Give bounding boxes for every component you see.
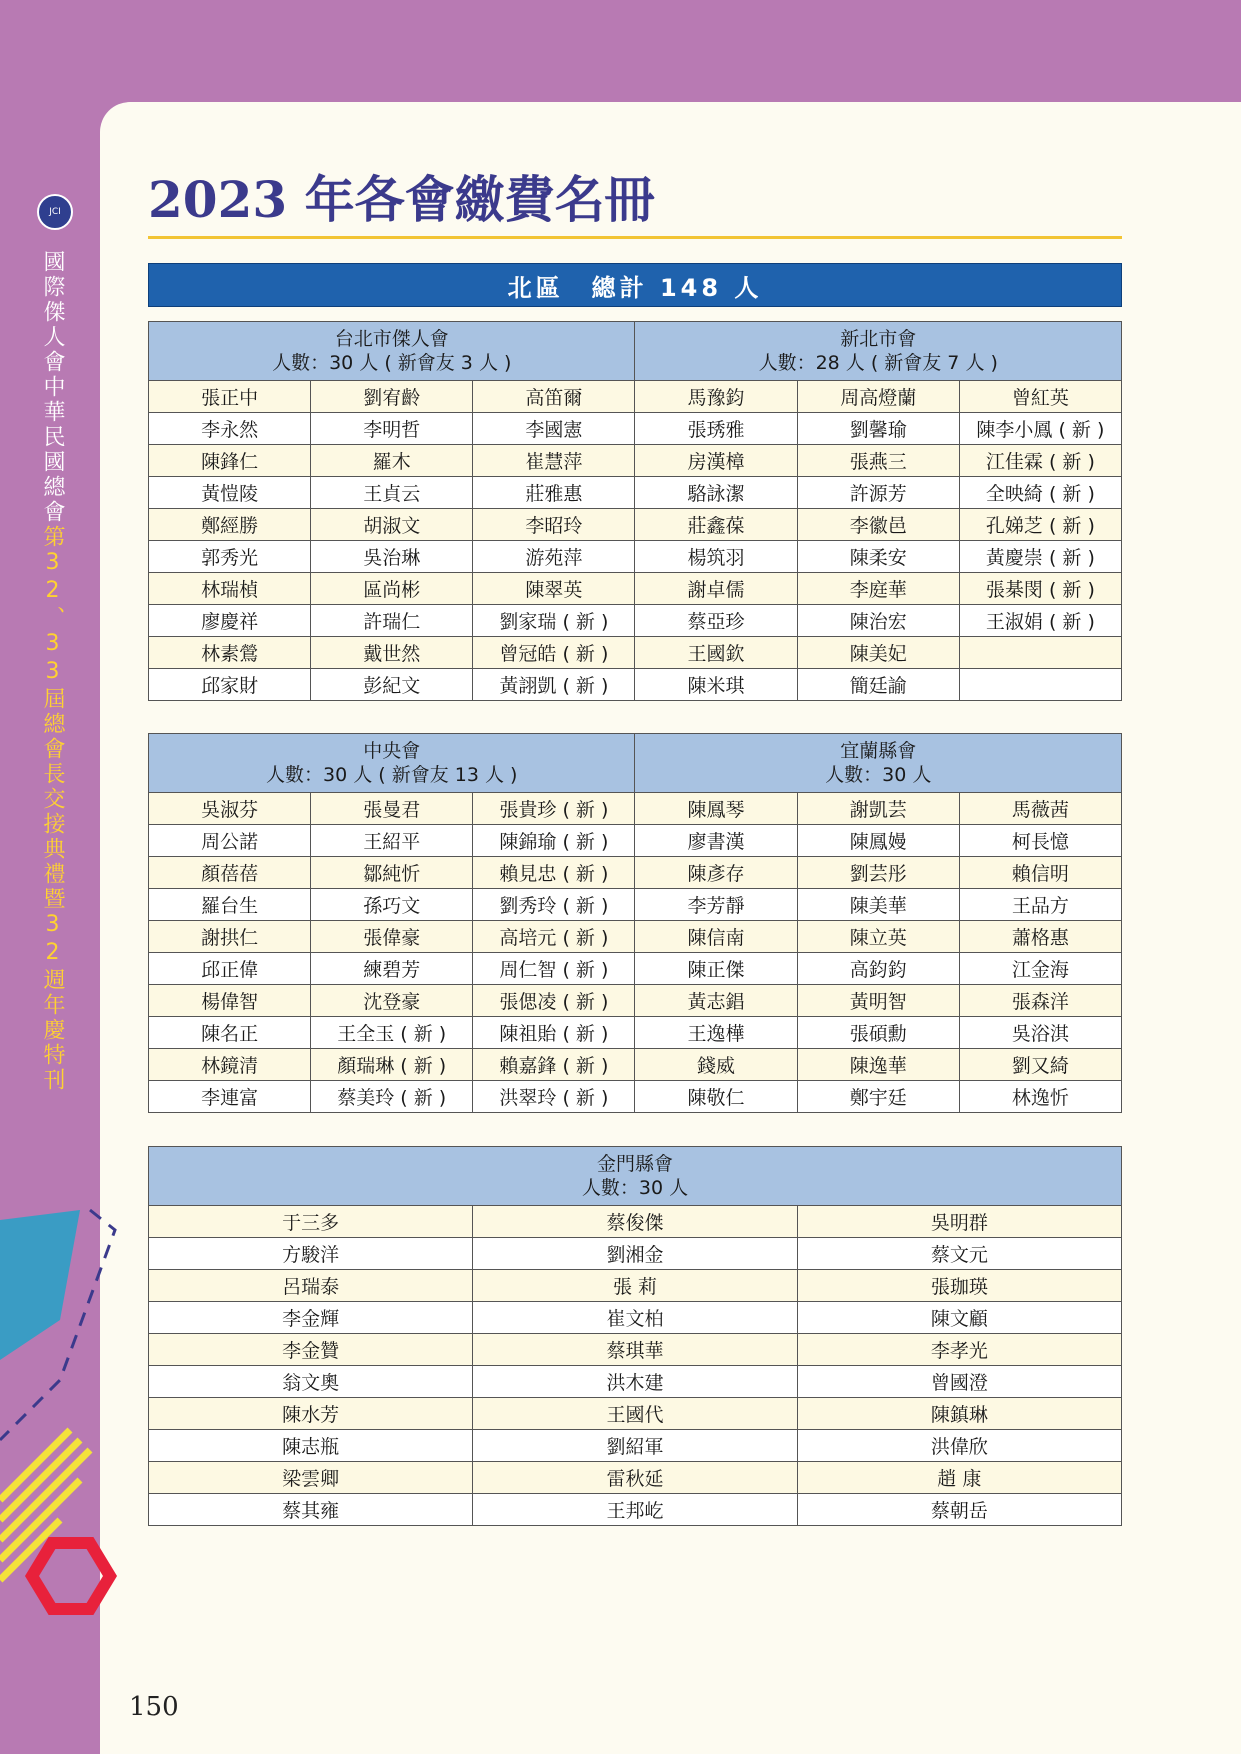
member-name-cell: 陳祖貽 ( 新 ) [473, 1017, 635, 1049]
member-name-cell: 李金輝 [149, 1302, 473, 1334]
member-name-cell: 馬豫鈞 [635, 381, 797, 413]
table-row [149, 1366, 1122, 1398]
member-name-cell: 蔡美玲 ( 新 ) [311, 1081, 473, 1113]
table-row [149, 1302, 1122, 1334]
member-name-cell: 劉湘金 [473, 1238, 797, 1270]
member-name-cell: 于三多 [149, 1206, 473, 1238]
member-name-cell: 王品方 [959, 889, 1121, 921]
table-row [149, 1494, 1122, 1526]
org-logo-icon: JCI [37, 194, 73, 230]
member-name-cell: 胡淑文 [311, 509, 473, 541]
member-name-cell: 謝拱仁 [149, 921, 311, 953]
member-name-cell: 林瑞楨 [149, 573, 311, 605]
member-name-cell: 陳鳳琴 [635, 793, 797, 825]
member-name-cell: 邱正偉 [149, 953, 311, 985]
table-row [149, 413, 1122, 445]
member-name-cell: 陳柔安 [797, 541, 959, 573]
table-row [149, 1049, 1122, 1081]
member-name-cell: 陳米琪 [635, 669, 797, 701]
club-count: 人數：30 人 ( 新會友 13 人 ) [266, 764, 518, 786]
table-row [149, 1081, 1122, 1113]
member-name-cell: 全映綺 ( 新 ) [959, 477, 1121, 509]
member-name-cell: 蔡朝岳 [797, 1494, 1121, 1526]
member-name-cell: 陳名正 [149, 1017, 311, 1049]
member-name-cell: 張珈瑛 [797, 1270, 1121, 1302]
member-name-cell: 李芳靜 [635, 889, 797, 921]
member-name-cell: 賴信明 [959, 857, 1121, 889]
member-name-cell: 鄭經勝 [149, 509, 311, 541]
member-name-cell: 陳信南 [635, 921, 797, 953]
member-name-cell: 楊筑羽 [635, 541, 797, 573]
member-name-cell: 蕭格惠 [959, 921, 1121, 953]
member-name-cell: 陳李小鳳 ( 新 ) [959, 413, 1121, 445]
member-name-cell: 許源芳 [797, 477, 959, 509]
member-name-cell: 蔡琪華 [473, 1334, 797, 1366]
member-name-cell: 李永然 [149, 413, 311, 445]
member-name-cell: 簡廷諭 [797, 669, 959, 701]
member-name-cell: 洪翠玲 ( 新 ) [473, 1081, 635, 1113]
member-name-cell: 黃明智 [797, 985, 959, 1017]
table-row [149, 1206, 1122, 1238]
member-name-cell: 陳翠英 [473, 573, 635, 605]
member-name-cell: 劉家瑞 ( 新 ) [473, 605, 635, 637]
member-name-cell: 游苑萍 [473, 541, 635, 573]
member-name-cell: 方駿洋 [149, 1238, 473, 1270]
member-name-cell: 錢威 [635, 1049, 797, 1081]
member-name-cell: 賴嘉鋒 ( 新 ) [473, 1049, 635, 1081]
table-row [149, 1430, 1122, 1462]
member-name-cell: 黃慶崇 ( 新 ) [959, 541, 1121, 573]
member-name-cell: 蔡亞珍 [635, 605, 797, 637]
table-row [149, 1017, 1122, 1049]
table-row [149, 825, 1122, 857]
member-name-cell: 莊鑫葆 [635, 509, 797, 541]
member-name-cell: 雷秋延 [473, 1462, 797, 1494]
member-name-cell: 李國憲 [473, 413, 635, 445]
member-name-cell: 孔娣芝 ( 新 ) [959, 509, 1121, 541]
member-name-cell: 陳正傑 [635, 953, 797, 985]
member-name-cell: 王國代 [473, 1398, 797, 1430]
member-name-cell: 王淑娟 ( 新 ) [959, 605, 1121, 637]
member-name-cell: 曾冠皓 ( 新 ) [473, 637, 635, 669]
spine-org: 國際傑人會中華民國總會 [40, 250, 65, 525]
table-row [149, 669, 1122, 701]
decorative-shapes-icon [0, 1200, 130, 1620]
member-name-cell: 張燕三 [797, 445, 959, 477]
title-divider [148, 236, 1122, 239]
member-name-cell: 陳立英 [797, 921, 959, 953]
member-name-cell: 蔡其雍 [149, 1494, 473, 1526]
member-name-cell: 劉宥齡 [311, 381, 473, 413]
club-header [635, 322, 1122, 381]
member-name-cell: 沈登豪 [311, 985, 473, 1017]
member-name-cell: 廖書漢 [635, 825, 797, 857]
member-name-cell: 崔文柏 [473, 1302, 797, 1334]
member-name-cell: 駱詠潔 [635, 477, 797, 509]
member-name-cell: 陳文顧 [797, 1302, 1121, 1334]
member-name-cell: 曾紅英 [959, 381, 1121, 413]
member-name-cell: 劉又綺 [959, 1049, 1121, 1081]
roster-table-north-1 [148, 321, 1122, 701]
member-name-cell [959, 669, 1121, 701]
member-name-cell: 翁文奧 [149, 1366, 473, 1398]
table-row [149, 985, 1122, 1017]
table-row [149, 605, 1122, 637]
member-name-cell: 劉芸彤 [797, 857, 959, 889]
member-name-cell: 孫巧文 [311, 889, 473, 921]
member-name-cell: 馬薇茜 [959, 793, 1121, 825]
member-name-cell: 邱家財 [149, 669, 311, 701]
member-name-cell: 李庭華 [797, 573, 959, 605]
member-name-cell: 李昭玲 [473, 509, 635, 541]
table-row [149, 857, 1122, 889]
club-count: 人數：28 人 ( 新會友 7 人 ) [758, 352, 998, 374]
member-name-cell: 蔡文元 [797, 1238, 1121, 1270]
club-name: 新北市會 [840, 328, 917, 350]
table-row [149, 1398, 1122, 1430]
member-name-cell: 陳美妃 [797, 637, 959, 669]
member-name-cell: 黃志錩 [635, 985, 797, 1017]
table-row [149, 1462, 1122, 1494]
member-name-cell: 張琇雅 [635, 413, 797, 445]
member-name-cell: 江金海 [959, 953, 1121, 985]
member-name-cell: 陳彥存 [635, 857, 797, 889]
club-name: 金門縣會 [596, 1153, 673, 1175]
member-name-cell: 李孝光 [797, 1334, 1121, 1366]
member-name-cell: 崔慧萍 [473, 445, 635, 477]
member-name-cell: 吳淑芬 [149, 793, 311, 825]
club-header [149, 1147, 1122, 1206]
member-name-cell: 王紹平 [311, 825, 473, 857]
member-name-cell: 林素鶯 [149, 637, 311, 669]
member-name-cell: 趙 康 [797, 1462, 1121, 1494]
member-name-cell: 張正中 [149, 381, 311, 413]
member-name-cell: 張 莉 [473, 1270, 797, 1302]
table-row [149, 1270, 1122, 1302]
member-name-cell: 陳鎮琳 [797, 1398, 1121, 1430]
member-name-cell: 陳水芳 [149, 1398, 473, 1430]
club-name: 台北市傑人會 [334, 328, 449, 350]
member-name-cell: 陳敬仁 [635, 1081, 797, 1113]
club-name: 宜蘭縣會 [840, 740, 917, 762]
member-name-cell: 黃詡凱 ( 新 ) [473, 669, 635, 701]
member-name-cell [959, 637, 1121, 669]
table-row [149, 573, 1122, 605]
table-row [149, 1334, 1122, 1366]
table-row [149, 477, 1122, 509]
table-row [149, 381, 1122, 413]
member-name-cell: 練碧芳 [311, 953, 473, 985]
member-name-cell: 梁雲卿 [149, 1462, 473, 1494]
page-title: 2023 年各會繳費名冊 [148, 170, 655, 229]
member-name-cell: 江佳霖 ( 新 ) [959, 445, 1121, 477]
member-name-cell: 顏蓓蓓 [149, 857, 311, 889]
member-name-cell: 謝凱芸 [797, 793, 959, 825]
club-header [149, 734, 635, 793]
member-name-cell: 高培元 ( 新 ) [473, 921, 635, 953]
member-name-cell: 吳明群 [797, 1206, 1121, 1238]
member-name-cell: 柯長憶 [959, 825, 1121, 857]
member-name-cell: 郭秀光 [149, 541, 311, 573]
member-name-cell: 高笛爾 [473, 381, 635, 413]
member-name-cell: 王國欽 [635, 637, 797, 669]
member-name-cell: 李金贊 [149, 1334, 473, 1366]
club-count: 人數：30 人 [581, 1177, 689, 1199]
member-name-cell: 彭紀文 [311, 669, 473, 701]
member-name-cell: 呂瑞泰 [149, 1270, 473, 1302]
table-row [149, 921, 1122, 953]
club-header [635, 734, 1122, 793]
member-name-cell: 蔡俊傑 [473, 1206, 797, 1238]
table-row [149, 953, 1122, 985]
member-name-cell: 李明哲 [311, 413, 473, 445]
table-row [149, 541, 1122, 573]
member-name-cell: 羅木 [311, 445, 473, 477]
member-name-cell: 房漢樟 [635, 445, 797, 477]
member-name-cell: 王逸樺 [635, 1017, 797, 1049]
member-name-cell: 張貴珍 ( 新 ) [473, 793, 635, 825]
table-row [149, 889, 1122, 921]
club-count: 人數：30 人 ( 新會友 3 人 ) [272, 352, 512, 374]
member-name-cell: 陳美華 [797, 889, 959, 921]
member-name-cell: 張偲凌 ( 新 ) [473, 985, 635, 1017]
member-name-cell: 劉紹軍 [473, 1430, 797, 1462]
member-name-cell: 鄒純忻 [311, 857, 473, 889]
member-name-cell: 周高燈蘭 [797, 381, 959, 413]
member-name-cell: 王貞云 [311, 477, 473, 509]
member-name-cell: 賴見忠 ( 新 ) [473, 857, 635, 889]
member-name-cell: 陳逸華 [797, 1049, 959, 1081]
member-name-cell: 張碩勳 [797, 1017, 959, 1049]
member-name-cell: 黃愷陵 [149, 477, 311, 509]
member-name-cell: 李徽邑 [797, 509, 959, 541]
member-name-cell: 王邦屹 [473, 1494, 797, 1526]
member-name-cell: 楊偉智 [149, 985, 311, 1017]
table-row [149, 1238, 1122, 1270]
spine-text [34, 250, 70, 1093]
member-name-cell: 謝卓儒 [635, 573, 797, 605]
club-header [149, 322, 635, 381]
member-name-cell: 陳志瓶 [149, 1430, 473, 1462]
member-name-cell: 張曼君 [311, 793, 473, 825]
member-name-cell: 莊雅惠 [473, 477, 635, 509]
member-name-cell: 陳鳳嫚 [797, 825, 959, 857]
member-name-cell: 周公諾 [149, 825, 311, 857]
member-name-cell: 曾國澄 [797, 1366, 1121, 1398]
table-row [149, 793, 1122, 825]
member-name-cell: 陳錦瑜 ( 新 ) [473, 825, 635, 857]
member-name-cell: 張森洋 [959, 985, 1121, 1017]
member-name-cell: 張棊閔 ( 新 ) [959, 573, 1121, 605]
roster-table-north-2 [148, 733, 1122, 1113]
club-count: 人數：30 人 [825, 764, 932, 786]
member-name-cell: 區尚彬 [311, 573, 473, 605]
member-name-cell: 張偉豪 [311, 921, 473, 953]
member-name-cell: 周仁智 ( 新 ) [473, 953, 635, 985]
member-name-cell: 高鈞鈞 [797, 953, 959, 985]
member-name-cell: 鄭宇廷 [797, 1081, 959, 1113]
member-name-cell: 戴世然 [311, 637, 473, 669]
member-name-cell: 吳浴淇 [959, 1017, 1121, 1049]
table-row [149, 509, 1122, 541]
region-banner: 北區 總計 148 人 [148, 263, 1122, 307]
member-name-cell: 洪木建 [473, 1366, 797, 1398]
member-name-cell: 吳治琳 [311, 541, 473, 573]
member-name-cell: 林鏡清 [149, 1049, 311, 1081]
member-name-cell: 許瑞仁 [311, 605, 473, 637]
page-number: 150 [129, 1692, 179, 1722]
member-name-cell: 陳鋒仁 [149, 445, 311, 477]
member-name-cell: 陳治宏 [797, 605, 959, 637]
table-row [149, 445, 1122, 477]
member-name-cell: 王全玉 ( 新 ) [311, 1017, 473, 1049]
member-name-cell: 林逸忻 [959, 1081, 1121, 1113]
member-name-cell: 劉秀玲 ( 新 ) [473, 889, 635, 921]
roster-table-kinmen [148, 1146, 1122, 1526]
member-name-cell: 劉馨瑜 [797, 413, 959, 445]
member-name-cell: 廖慶祥 [149, 605, 311, 637]
table-row [149, 637, 1122, 669]
member-name-cell: 羅台生 [149, 889, 311, 921]
member-name-cell: 洪偉欣 [797, 1430, 1121, 1462]
member-name-cell: 李連富 [149, 1081, 311, 1113]
club-name: 中央會 [363, 740, 421, 762]
member-name-cell: 顏瑞琳 ( 新 ) [311, 1049, 473, 1081]
spine-event: 第32、33屆總會長交接典禮暨32週年慶特刊 [40, 525, 65, 1093]
